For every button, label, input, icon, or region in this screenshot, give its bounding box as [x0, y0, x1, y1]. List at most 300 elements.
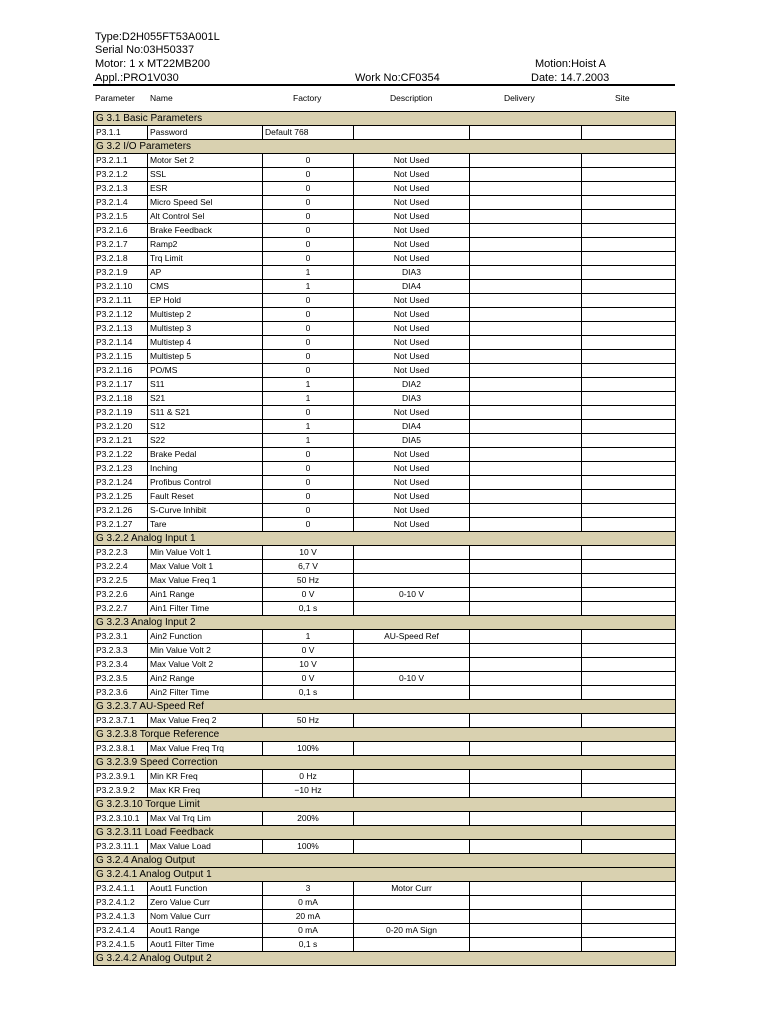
site-cell — [582, 406, 676, 420]
description-cell: DIA4 — [354, 420, 470, 434]
delivery-cell — [470, 490, 582, 504]
parameter-cell: P3.2.1.7 — [94, 238, 148, 252]
table-row — [94, 252, 676, 266]
description-cell: Not Used — [354, 462, 470, 476]
site-cell — [582, 896, 676, 910]
factory-cell: 0 Hz — [263, 770, 354, 784]
factory-cell: 3 — [263, 882, 354, 896]
table-row — [94, 336, 676, 350]
table-row — [94, 742, 676, 756]
section-header-row — [94, 728, 676, 742]
description-cell: DIA4 — [354, 280, 470, 294]
description-cell: 0-10 V — [354, 672, 470, 686]
site-cell — [582, 378, 676, 392]
delivery-cell — [470, 938, 582, 952]
description-cell: Not Used — [354, 336, 470, 350]
parameter-cell: P3.2.4.1.2 — [94, 896, 148, 910]
section-title: G 3.2.3.11 Load Feedback — [94, 826, 676, 840]
name-cell: Aout1 Filter Time — [148, 938, 263, 952]
site-cell — [582, 350, 676, 364]
description-cell — [354, 840, 470, 854]
section-header-row — [94, 532, 676, 546]
name-cell: CMS — [148, 280, 263, 294]
parameter-cell: P3.2.1.22 — [94, 448, 148, 462]
col-delivery: Delivery — [504, 93, 535, 103]
description-cell: Not Used — [354, 504, 470, 518]
section-header-row — [94, 826, 676, 840]
description-cell: Motor Curr — [354, 882, 470, 896]
description-cell: Not Used — [354, 224, 470, 238]
factory-cell: 1 — [263, 434, 354, 448]
factory-cell: 0 — [263, 294, 354, 308]
factory-cell: 1 — [263, 392, 354, 406]
name-cell: S-Curve Inhibit — [148, 504, 263, 518]
table-row — [94, 392, 676, 406]
parameter-cell: P3.2.1.11 — [94, 294, 148, 308]
name-cell: Multistep 4 — [148, 336, 263, 350]
section-header-row — [94, 952, 676, 966]
table-row — [94, 812, 676, 826]
parameter-cell: P3.2.4.1.1 — [94, 882, 148, 896]
site-cell — [582, 588, 676, 602]
description-cell — [354, 546, 470, 560]
name-cell: Ain2 Filter Time — [148, 686, 263, 700]
site-cell — [582, 518, 676, 532]
site-cell — [582, 630, 676, 644]
delivery-cell — [470, 896, 582, 910]
factory-cell: 0 — [263, 238, 354, 252]
parameter-cell: P3.2.1.12 — [94, 308, 148, 322]
delivery-cell — [470, 714, 582, 728]
site-cell — [582, 322, 676, 336]
appl-label: Appl.:PRO1V030 — [95, 72, 179, 84]
delivery-cell — [470, 224, 582, 238]
delivery-cell — [470, 504, 582, 518]
section-title: G 3.2.4.1 Analog Output 1 — [94, 868, 676, 882]
section-title: G 3.2 I/O Parameters — [94, 140, 676, 154]
factory-cell: Default 768 — [263, 126, 354, 140]
name-cell: S21 — [148, 392, 263, 406]
table-row — [94, 686, 676, 700]
name-cell: Motor Set 2 — [148, 154, 263, 168]
site-cell — [582, 812, 676, 826]
factory-cell: 0 — [263, 476, 354, 490]
table-row — [94, 378, 676, 392]
table-row — [94, 406, 676, 420]
name-cell: Profibus Control — [148, 476, 263, 490]
description-cell — [354, 560, 470, 574]
name-cell: AP — [148, 266, 263, 280]
factory-cell: 0 — [263, 490, 354, 504]
parameter-cell: P3.2.1.24 — [94, 476, 148, 490]
factory-cell: 200% — [263, 812, 354, 826]
delivery-cell — [470, 686, 582, 700]
table-row — [94, 658, 676, 672]
description-cell: Not Used — [354, 448, 470, 462]
parameter-cell: P3.2.1.21 — [94, 434, 148, 448]
site-cell — [582, 784, 676, 798]
parameter-cell: P3.2.3.9.1 — [94, 770, 148, 784]
type-label: Type:D2H055FT53A001L — [95, 31, 220, 43]
parameter-cell: P3.2.1.6 — [94, 224, 148, 238]
parameter-cell: P3.2.3.6 — [94, 686, 148, 700]
factory-cell: 50 Hz — [263, 714, 354, 728]
description-cell — [354, 770, 470, 784]
factory-cell: 0 — [263, 336, 354, 350]
table-row — [94, 322, 676, 336]
name-cell: PO/MS — [148, 364, 263, 378]
parameter-cell: P3.2.2.3 — [94, 546, 148, 560]
name-cell: Multistep 2 — [148, 308, 263, 322]
site-cell — [582, 672, 676, 686]
description-cell — [354, 686, 470, 700]
table-row — [94, 476, 676, 490]
delivery-cell — [470, 336, 582, 350]
factory-cell: 1 — [263, 378, 354, 392]
date-label: Date: 14.7.2003 — [531, 72, 610, 84]
section-header-row — [94, 112, 676, 126]
factory-cell: 0 — [263, 350, 354, 364]
delivery-cell — [470, 840, 582, 854]
delivery-cell — [470, 770, 582, 784]
site-cell — [582, 602, 676, 616]
site-cell — [582, 924, 676, 938]
delivery-cell — [470, 168, 582, 182]
parameter-cell: P3.2.1.1 — [94, 154, 148, 168]
description-cell: DIA2 — [354, 378, 470, 392]
delivery-cell — [470, 154, 582, 168]
delivery-cell — [470, 434, 582, 448]
table-row — [94, 770, 676, 784]
delivery-cell — [470, 448, 582, 462]
table-row — [94, 518, 676, 532]
table-row — [94, 448, 676, 462]
name-cell: Max Value Volt 2 — [148, 658, 263, 672]
name-cell: Min Value Volt 1 — [148, 546, 263, 560]
description-cell: Not Used — [354, 238, 470, 252]
motion-label: Motion:Hoist A — [535, 58, 606, 70]
parameter-cell: P3.2.1.27 — [94, 518, 148, 532]
parameter-cell: P3.2.1.8 — [94, 252, 148, 266]
delivery-cell — [470, 266, 582, 280]
delivery-cell — [470, 560, 582, 574]
parameter-cell: P3.2.3.10.1 — [94, 812, 148, 826]
factory-cell: 0 — [263, 504, 354, 518]
delivery-cell — [470, 672, 582, 686]
site-cell — [582, 476, 676, 490]
delivery-cell — [470, 210, 582, 224]
description-cell: Not Used — [354, 182, 470, 196]
name-cell: S11 — [148, 378, 263, 392]
section-header-row — [94, 868, 676, 882]
parameter-cell: P3.2.2.4 — [94, 560, 148, 574]
parameter-cell: P3.2.3.5 — [94, 672, 148, 686]
parameter-cell: P3.2.2.7 — [94, 602, 148, 616]
table-row — [94, 294, 676, 308]
site-cell — [582, 420, 676, 434]
description-cell: 0-20 mA Sign — [354, 924, 470, 938]
description-cell: DIA3 — [354, 266, 470, 280]
table-row — [94, 784, 676, 798]
parameter-cell: P3.2.3.7.1 — [94, 714, 148, 728]
col-site: Site — [615, 93, 630, 103]
description-cell — [354, 658, 470, 672]
name-cell: Max Value Load — [148, 840, 263, 854]
name-cell: Trq Limit — [148, 252, 263, 266]
parameter-table — [93, 111, 676, 966]
col-parameter: Parameter — [95, 93, 135, 103]
delivery-cell — [470, 322, 582, 336]
name-cell: S11 & S21 — [148, 406, 263, 420]
parameter-cell: P3.2.4.1.5 — [94, 938, 148, 952]
factory-cell: 0 mA — [263, 896, 354, 910]
name-cell: Max Value Freq Trq — [148, 742, 263, 756]
description-cell: Not Used — [354, 490, 470, 504]
name-cell: Brake Pedal — [148, 448, 263, 462]
table-row — [94, 126, 676, 140]
col-factory: Factory — [293, 93, 322, 103]
factory-cell: 0 — [263, 406, 354, 420]
factory-cell: 0 V — [263, 644, 354, 658]
name-cell: Aout1 Function — [148, 882, 263, 896]
table-row — [94, 182, 676, 196]
site-cell — [582, 882, 676, 896]
description-cell: Not Used — [354, 518, 470, 532]
table-row — [94, 840, 676, 854]
parameter-cell: P3.2.1.16 — [94, 364, 148, 378]
delivery-cell — [470, 588, 582, 602]
table-row — [94, 462, 676, 476]
motor-label: Motor: 1 x MT22MB200 — [95, 58, 210, 70]
section-header-row — [94, 616, 676, 630]
factory-cell: 100% — [263, 742, 354, 756]
description-cell: Not Used — [354, 168, 470, 182]
description-cell: Not Used — [354, 476, 470, 490]
site-cell — [582, 182, 676, 196]
factory-cell: 1 — [263, 280, 354, 294]
parameter-cell: P3.2.3.4 — [94, 658, 148, 672]
delivery-cell — [470, 294, 582, 308]
name-cell: Max Value Freq 1 — [148, 574, 263, 588]
section-title: G 3.2.4 Analog Output — [94, 854, 676, 868]
table-row — [94, 238, 676, 252]
description-cell — [354, 602, 470, 616]
site-cell — [582, 840, 676, 854]
name-cell: Min KR Freq — [148, 770, 263, 784]
delivery-cell — [470, 182, 582, 196]
section-title: G 3.2.3.9 Speed Correction — [94, 756, 676, 770]
site-cell — [582, 686, 676, 700]
factory-cell: 0,1 s — [263, 602, 354, 616]
table-row — [94, 588, 676, 602]
factory-cell: 0 — [263, 210, 354, 224]
parameter-cell: P3.2.3.3 — [94, 644, 148, 658]
site-cell — [582, 574, 676, 588]
parameter-cell: P3.2.2.6 — [94, 588, 148, 602]
name-cell: Ramp2 — [148, 238, 263, 252]
table-row — [94, 630, 676, 644]
parameter-cell: P3.2.1.13 — [94, 322, 148, 336]
name-cell: Max Value Volt 1 — [148, 560, 263, 574]
name-cell: Ain2 Function — [148, 630, 263, 644]
name-cell: Min Value Volt 2 — [148, 644, 263, 658]
delivery-cell — [470, 252, 582, 266]
name-cell: Micro Speed Sel — [148, 196, 263, 210]
parameter-cell: P3.2.1.5 — [94, 210, 148, 224]
table-row — [94, 224, 676, 238]
table-row — [94, 154, 676, 168]
description-cell — [354, 742, 470, 756]
site-cell — [582, 742, 676, 756]
parameter-cell: P3.2.1.4 — [94, 196, 148, 210]
delivery-cell — [470, 602, 582, 616]
site-cell — [582, 490, 676, 504]
delivery-cell — [470, 812, 582, 826]
parameter-cell: P3.2.1.10 — [94, 280, 148, 294]
table-row — [94, 434, 676, 448]
table-row — [94, 196, 676, 210]
table-row — [94, 308, 676, 322]
factory-cell: 0 mA — [263, 924, 354, 938]
table-row — [94, 896, 676, 910]
parameter-cell: P3.2.3.8.1 — [94, 742, 148, 756]
parameter-cell: P3.2.1.3 — [94, 182, 148, 196]
name-cell: Ain1 Range — [148, 588, 263, 602]
description-cell — [354, 896, 470, 910]
site-cell — [582, 238, 676, 252]
delivery-cell — [470, 518, 582, 532]
description-cell — [354, 784, 470, 798]
name-cell: Zero Value Curr — [148, 896, 263, 910]
section-title: G 3.2.3.7 AU-Speed Ref — [94, 700, 676, 714]
site-cell — [582, 392, 676, 406]
header-rule — [93, 84, 675, 86]
factory-cell: 0,1 s — [263, 686, 354, 700]
table-row — [94, 490, 676, 504]
section-header-row — [94, 140, 676, 154]
site-cell — [582, 938, 676, 952]
site-cell — [582, 364, 676, 378]
parameter-cell: P3.2.1.25 — [94, 490, 148, 504]
factory-cell: 0 — [263, 462, 354, 476]
description-cell: Not Used — [354, 406, 470, 420]
section-title: G 3.2.3.8 Torque Reference — [94, 728, 676, 742]
work-no-label: Work No:CF0354 — [355, 72, 440, 84]
name-cell: Fault Reset — [148, 490, 263, 504]
table-row — [94, 350, 676, 364]
description-cell — [354, 938, 470, 952]
description-cell: DIA5 — [354, 434, 470, 448]
description-cell — [354, 910, 470, 924]
description-cell — [354, 644, 470, 658]
table-row — [94, 420, 676, 434]
table-row — [94, 546, 676, 560]
factory-cell: 0 — [263, 154, 354, 168]
parameter-cell: P3.2.1.17 — [94, 378, 148, 392]
name-cell: Nom Value Curr — [148, 910, 263, 924]
parameter-cell: P3.2.1.9 — [94, 266, 148, 280]
delivery-cell — [470, 280, 582, 294]
name-cell: Ain1 Filter Time — [148, 602, 263, 616]
delivery-cell — [470, 924, 582, 938]
site-cell — [582, 504, 676, 518]
factory-cell: 0 — [263, 224, 354, 238]
description-cell: Not Used — [354, 154, 470, 168]
delivery-cell — [470, 546, 582, 560]
parameter-cell: P3.2.1.26 — [94, 504, 148, 518]
factory-cell: 0 — [263, 168, 354, 182]
parameter-cell: P3.2.1.20 — [94, 420, 148, 434]
site-cell — [582, 462, 676, 476]
site-cell — [582, 210, 676, 224]
site-cell — [582, 168, 676, 182]
site-cell — [582, 546, 676, 560]
site-cell — [582, 910, 676, 924]
site-cell — [582, 266, 676, 280]
table-row — [94, 882, 676, 896]
description-cell: Not Used — [354, 196, 470, 210]
site-cell — [582, 448, 676, 462]
factory-cell: 100% — [263, 840, 354, 854]
factory-cell: 0 — [263, 448, 354, 462]
name-cell: Aout1 Range — [148, 924, 263, 938]
factory-cell: 0 — [263, 252, 354, 266]
table-row — [94, 364, 676, 378]
delivery-cell — [470, 658, 582, 672]
serial-label: Serial No:03H50337 — [95, 44, 195, 56]
delivery-cell — [470, 308, 582, 322]
delivery-cell — [470, 462, 582, 476]
factory-cell: 10 V — [263, 658, 354, 672]
name-cell: Ain2 Range — [148, 672, 263, 686]
factory-cell: 0 — [263, 182, 354, 196]
factory-cell: 20 mA — [263, 910, 354, 924]
name-cell: Password — [148, 126, 263, 140]
delivery-cell — [470, 742, 582, 756]
description-cell — [354, 574, 470, 588]
name-cell: Brake Feedback — [148, 224, 263, 238]
factory-cell: 0 — [263, 364, 354, 378]
factory-cell: 0 — [263, 196, 354, 210]
col-name: Name — [150, 93, 173, 103]
description-cell: Not Used — [354, 252, 470, 266]
section-title: G 3.2.2 Analog Input 1 — [94, 532, 676, 546]
table-row — [94, 280, 676, 294]
site-cell — [582, 252, 676, 266]
site-cell — [582, 560, 676, 574]
description-cell: Not Used — [354, 350, 470, 364]
section-header-row — [94, 756, 676, 770]
delivery-cell — [470, 644, 582, 658]
delivery-cell — [470, 630, 582, 644]
description-cell: Not Used — [354, 322, 470, 336]
parameter-cell: P3.2.3.11.1 — [94, 840, 148, 854]
table-row — [94, 714, 676, 728]
factory-cell: 1 — [263, 420, 354, 434]
site-cell — [582, 280, 676, 294]
description-cell — [354, 812, 470, 826]
description-cell: Not Used — [354, 364, 470, 378]
name-cell: Max KR Freq — [148, 784, 263, 798]
name-cell: Multistep 5 — [148, 350, 263, 364]
section-title: G 3.2.3.10 Torque Limit — [94, 798, 676, 812]
description-cell: 0-10 V — [354, 588, 470, 602]
delivery-cell — [470, 406, 582, 420]
factory-cell: 6,7 V — [263, 560, 354, 574]
table-row — [94, 602, 676, 616]
factory-cell: 1 — [263, 630, 354, 644]
factory-cell: 10 V — [263, 546, 354, 560]
